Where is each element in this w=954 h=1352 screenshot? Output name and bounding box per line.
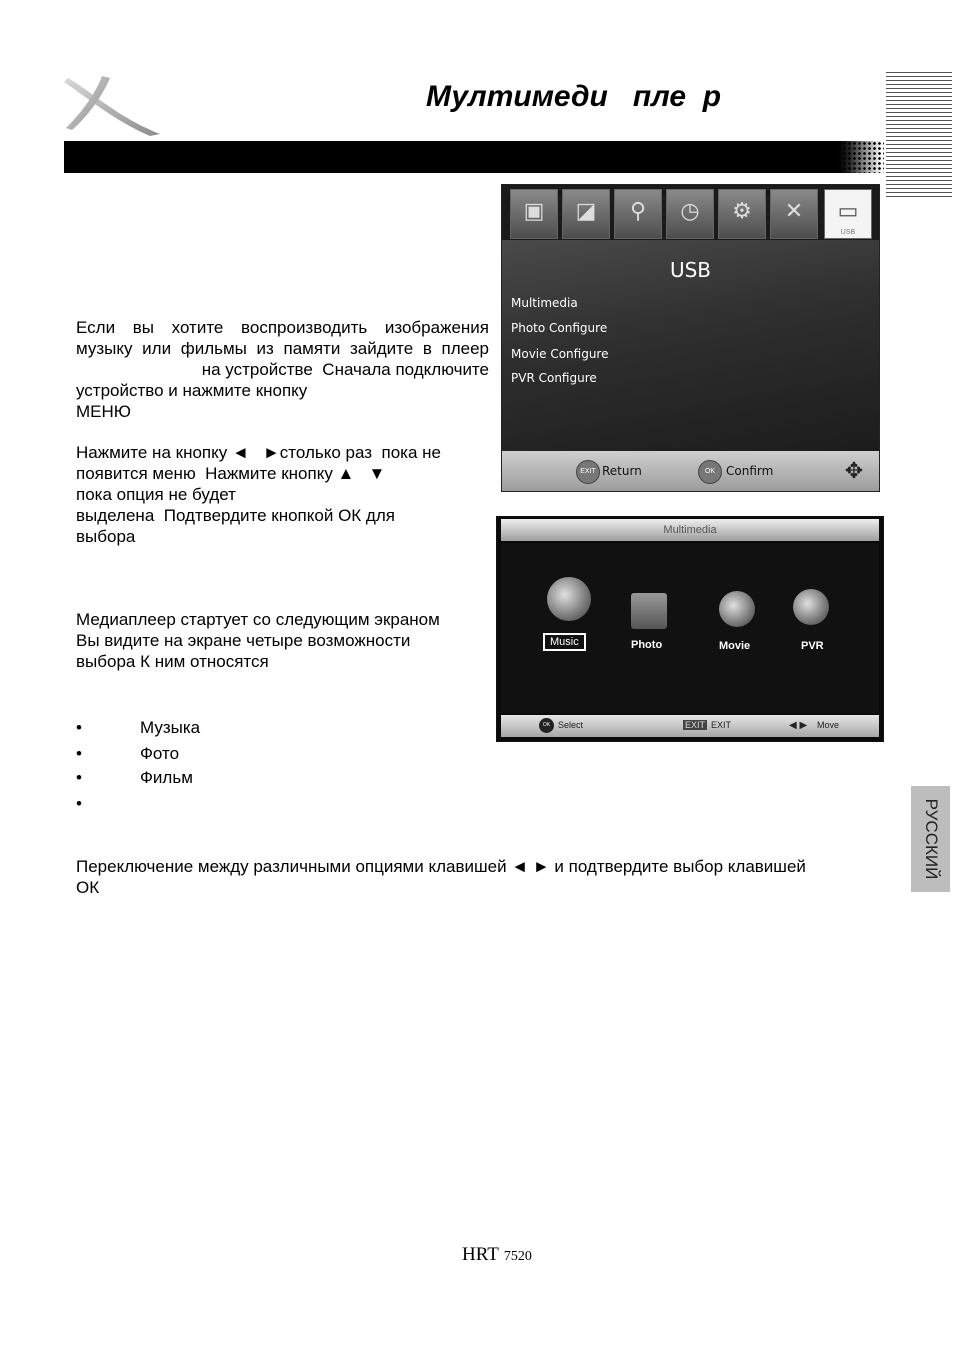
text-line: Переключение между различными опциями клавишей ◄ ► и подтвердите выбор клавишей: [76, 857, 806, 876]
move-label: Move: [817, 720, 840, 730]
language-label: РУССКИЙ: [921, 798, 941, 880]
menu-item-movie-configure: Movie Configure: [511, 347, 609, 361]
usb-panel: [502, 240, 879, 451]
multimedia-options: [501, 543, 879, 713]
multimedia-heading: Multimedia: [501, 519, 879, 541]
menu-icon-bar: [502, 185, 879, 240]
decorative-stripes: [886, 72, 952, 198]
text-line: ОК: [76, 878, 100, 897]
return-label: Return: [602, 464, 642, 478]
usb-icon-caption: USB: [840, 229, 856, 236]
option-movie: Movie: [719, 640, 751, 652]
brand-x-logo: [62, 72, 162, 138]
text-line: выбора К ним относятся: [76, 652, 269, 671]
model-name: HRT: [462, 1244, 499, 1265]
satellite-icon: ⚲: [614, 189, 662, 239]
photo-icon: [631, 593, 667, 629]
paragraph-player-start: [76, 609, 489, 672]
pvr-icon: [793, 589, 829, 625]
exit-key-icon: EXIT: [685, 720, 706, 730]
list-item: • Фильм: [76, 768, 193, 787]
movie-play-icon: [719, 591, 755, 627]
ok-button-icon: OK: [698, 460, 722, 484]
text-line: устройство и нажмите кнопку: [76, 381, 308, 400]
usb-footer: [502, 451, 879, 491]
list-item: • Фото: [76, 744, 180, 763]
confirm-label: Confirm: [726, 464, 774, 478]
text-line: Если вы хотите воспроизводить изображения: [76, 318, 489, 337]
text-line: Медиаплеер стартует со следующим экраном: [76, 610, 440, 629]
list-item: • Музыка: [76, 718, 201, 737]
monitor-icon: ▣: [510, 189, 558, 239]
direction-pad-icon: ✥: [844, 458, 864, 483]
menu-item-pvr-configure: PVR Configure: [511, 371, 597, 385]
text-line: появится меню Нажмите кнопку ▲ ▼: [76, 464, 386, 483]
text-line: музыку или фильмы из памяти зайдите в плеер: [76, 339, 489, 358]
paragraph-switching: [76, 856, 882, 898]
text-line: Нажмите на кнопку ◄ ►столько раз пока не: [76, 443, 441, 462]
model-number: 7520: [503, 1249, 532, 1264]
tv-setup-icon: ◪: [562, 189, 610, 239]
ok-button-icon: OK: [539, 718, 554, 733]
header-bar: [64, 141, 882, 173]
option-pvr: PVR: [801, 640, 824, 652]
text-line: Вы видите на экране четыре возможности: [76, 631, 411, 650]
exit-label: EXIT: [711, 720, 732, 730]
usb-stick-icon: ▭ USB: [824, 189, 872, 239]
exit-button-icon: EXIT: [576, 460, 600, 484]
usb-heading: USB: [669, 258, 712, 282]
select-label: Select: [558, 720, 584, 730]
text-line: выбора: [76, 527, 136, 546]
globe-clock-icon: ◷: [666, 189, 714, 239]
menu-item-photo-configure: Photo Configure: [511, 321, 608, 335]
header-bar-dot-pattern: [842, 141, 884, 173]
page-title: Мултимеди пле р: [426, 80, 722, 113]
left-right-arrows-icon: ◀ ▶: [789, 720, 808, 731]
music-disc-icon: [547, 577, 591, 621]
multimedia-screenshot: [496, 516, 884, 742]
multimedia-footer: [501, 715, 879, 737]
menu-item-multimedia: Multimedia: [511, 296, 578, 310]
text-line: МЕНЮ: [76, 402, 131, 421]
list-item: •: [76, 794, 82, 813]
paragraph-navigation: [76, 442, 489, 547]
tools-icon: ✕: [770, 189, 818, 239]
text-line: на устройстве Сначала подключите: [201, 360, 489, 379]
text-line: выделена Подтвердите кнопкой ОК для: [76, 506, 395, 525]
option-music: Music: [543, 633, 586, 651]
model-footer: [462, 1244, 532, 1266]
option-photo: Photo: [631, 639, 663, 651]
paragraph-intro: [76, 317, 489, 422]
language-side-tab: [911, 786, 950, 892]
text-line: пока опция не будет: [76, 485, 236, 504]
usb-menu-screenshot: [501, 184, 880, 492]
gears-icon: ⚙: [718, 189, 766, 239]
